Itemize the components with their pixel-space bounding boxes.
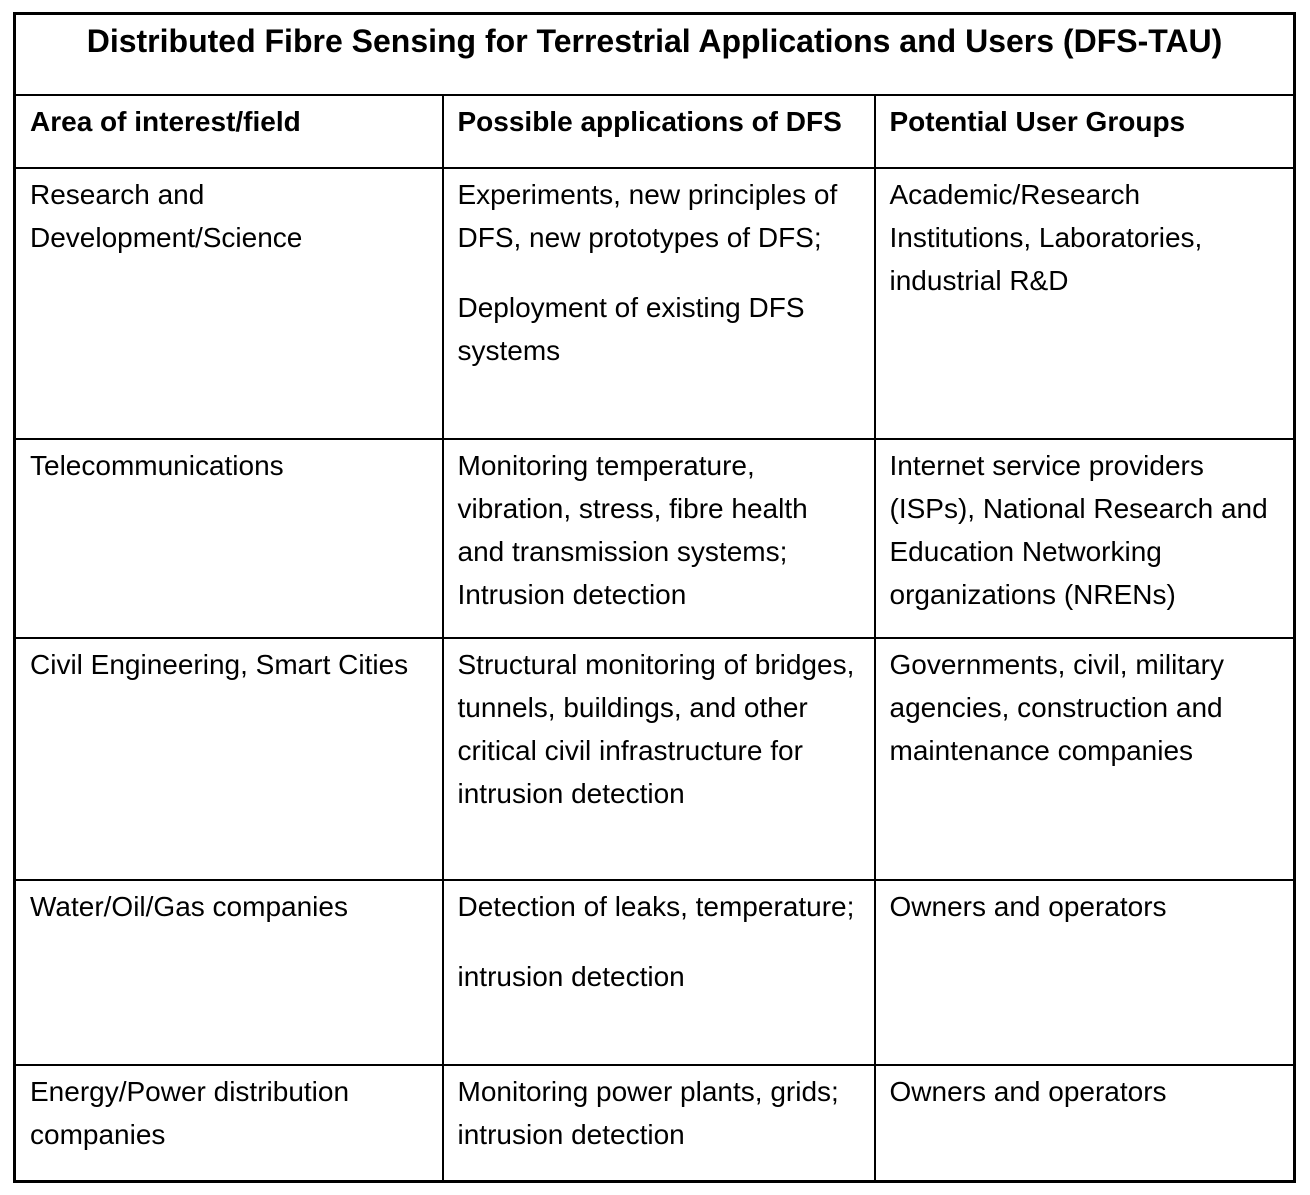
cell-paragraph: Monitoring temperature, vibration, stress, fibre health and transmission systems; Intrusion detection	[457, 449, 808, 610]
table-body	[15, 168, 1295, 1182]
users-cell	[875, 439, 1295, 638]
cell-paragraph: Research and Development/⁠Science	[30, 178, 303, 253]
cell-paragraph: Internet service providers (ISPs), National Research and Education Networking organizations (NRENs)	[889, 449, 1268, 610]
cell-paragraph: Owners and operators	[889, 1075, 1167, 1107]
users-cell	[875, 880, 1295, 1065]
area-cell	[15, 638, 443, 880]
cell-paragraph: Academic/⁠Research Institutions, Laboratories, industrial R&D	[889, 178, 1203, 296]
table-row	[15, 638, 1295, 880]
cell-paragraph: Telecommunications	[30, 449, 284, 481]
cell-paragraph: Experiments, new principles of DFS, new prototypes of DFS;	[457, 178, 838, 253]
cell-paragraph: Deployment of existing DFS systems	[457, 291, 805, 366]
area-cell	[15, 1065, 443, 1182]
cell-paragraph: Owners and operators	[889, 890, 1167, 922]
cell-paragraph: Civil Engineering, Smart Cities	[30, 648, 409, 680]
area-cell	[15, 439, 443, 638]
area-cell	[15, 880, 443, 1065]
cell-paragraph: Detection of leaks, temperature;	[457, 890, 855, 922]
table-row	[15, 880, 1295, 1065]
users-cell	[875, 168, 1295, 439]
applications-cell	[443, 439, 875, 638]
cell-paragraph: Energy/⁠Power distribution companies	[30, 1075, 350, 1150]
table-row	[15, 439, 1295, 638]
applications-cell	[443, 1065, 875, 1182]
table-title-row	[15, 14, 1295, 95]
cell-paragraph: Governments, civil, military agencies, construction and maintenance companies	[889, 648, 1225, 766]
cell-paragraph: intrusion detection	[457, 960, 685, 992]
cell-paragraph: Water/⁠Oil/⁠Gas companies	[30, 890, 348, 922]
table-row	[15, 1065, 1295, 1182]
cell-paragraph: Structural monitoring of bridges, tunnels, buildings, and other critical civil infrastructure for intrusion detection	[457, 648, 855, 809]
column-header-users: Potential User Groups	[875, 95, 1295, 168]
applications-cell	[443, 880, 875, 1065]
applications-cell	[443, 168, 875, 439]
area-cell	[15, 168, 443, 439]
table-row	[15, 168, 1295, 439]
dfs-tau-table	[13, 12, 1296, 1183]
table-header-row	[15, 95, 1295, 168]
applications-cell	[443, 638, 875, 880]
users-cell	[875, 1065, 1295, 1182]
column-header-area: Area of interest/⁠field	[15, 95, 443, 168]
column-header-applications: Possible applications of DFS	[443, 95, 875, 168]
users-cell	[875, 638, 1295, 880]
cell-paragraph: Monitoring power plants, grids; intrusion detection	[457, 1075, 839, 1150]
table-title: Distributed Fibre Sensing for Terrestrial Applications and Users (DFS-TAU)	[15, 14, 1295, 95]
